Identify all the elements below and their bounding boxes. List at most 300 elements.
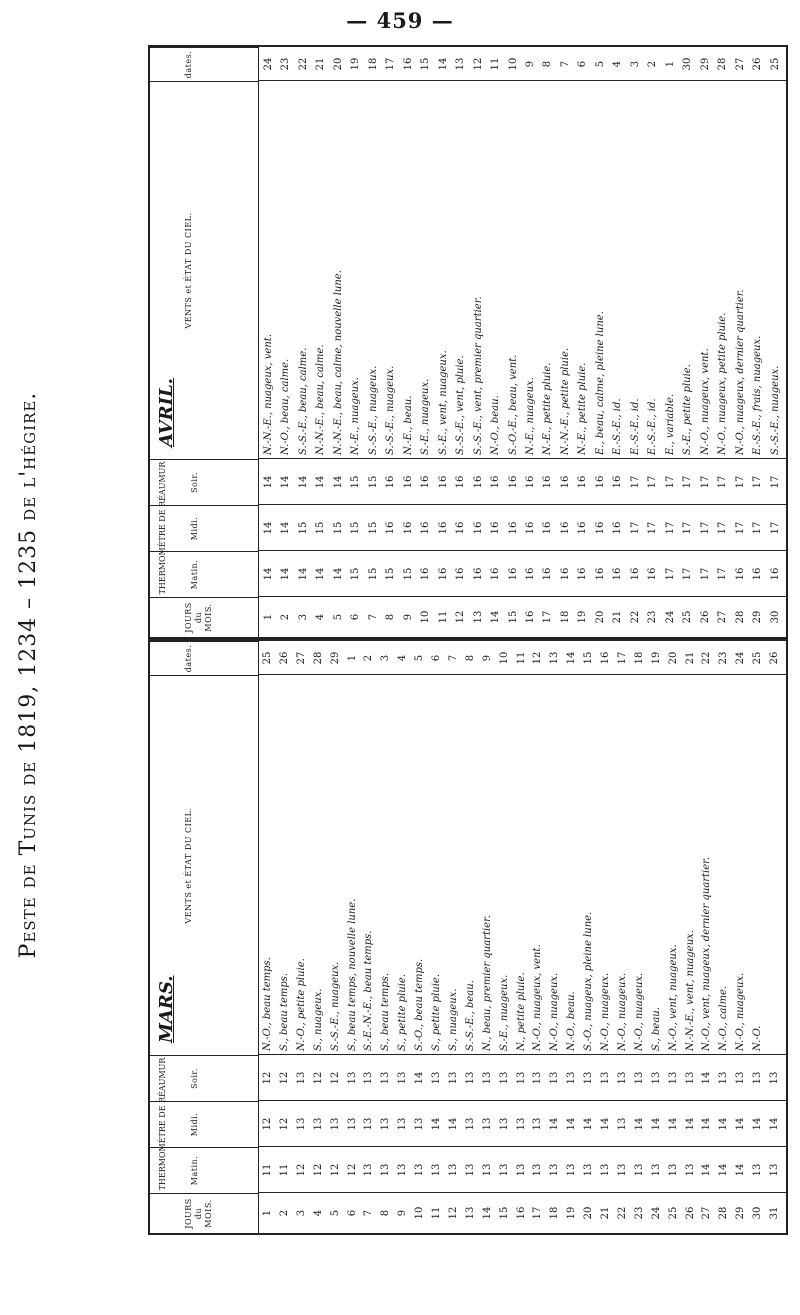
cell-h: 13 — [549, 651, 561, 665]
cell-sky: S.-O.-E., beau, vent. — [507, 354, 519, 455]
cell-day: 6 — [350, 613, 362, 621]
cell-soir: 13 — [431, 1071, 443, 1085]
running-head: Peste de Tunis de 1819, 1234 – 1235 de l'hégire. — [16, 391, 41, 959]
table-row — [347, 47, 364, 637]
cell-sky: N.-O., beau, calme. — [280, 358, 292, 455]
cell-matin: 13 — [566, 1163, 578, 1177]
cell-day: 26 — [699, 610, 711, 624]
cell-midi: 14 — [280, 521, 292, 535]
cell-soir: 14 — [297, 475, 309, 489]
cell-midi: 16 — [577, 521, 589, 535]
cell-matin: 14 — [297, 567, 309, 581]
cell-matin: 13 — [431, 1163, 443, 1177]
cell-day: 20 — [594, 610, 606, 624]
cell-matin: 15 — [367, 567, 379, 581]
table-row — [395, 641, 412, 1233]
cell-matin: 17 — [717, 567, 729, 581]
table-row — [733, 641, 750, 1233]
cell-sky: S.-S.-E., nuageux. — [769, 365, 781, 455]
header-day — [150, 1193, 258, 1233]
cell-day: 9 — [402, 613, 414, 621]
table-row — [365, 47, 382, 637]
cell-sky: S.-S.-E., nuageux. — [329, 961, 341, 1051]
cell-matin: 11 — [262, 1163, 273, 1177]
cell-midi: 14 — [583, 1117, 595, 1131]
header-day — [150, 597, 258, 637]
cell-soir: 16 — [455, 475, 467, 489]
cell-soir: 16 — [402, 475, 414, 489]
table-row — [505, 47, 522, 637]
cell-soir: 14 — [701, 1071, 713, 1085]
cell-matin: 13 — [414, 1163, 426, 1177]
cell-matin: 16 — [420, 567, 432, 581]
cell-midi: 14 — [431, 1117, 443, 1131]
header-matin-label: Matin. — [190, 559, 199, 590]
cell-soir: 17 — [664, 475, 676, 489]
cell-midi: 17 — [752, 521, 764, 535]
cell-day: 9 — [397, 1209, 409, 1217]
cell-day: 1 — [262, 1209, 273, 1217]
cell-soir: 13 — [447, 1071, 459, 1085]
cell-sky: S., nuageux. — [447, 988, 459, 1051]
cell-h: 16 — [402, 57, 414, 71]
cell-day: 11 — [437, 610, 449, 624]
cell-h: 28 — [312, 651, 324, 665]
cell-midi: 13 — [414, 1117, 426, 1131]
cell-soir: 13 — [667, 1071, 679, 1085]
cell-midi: 13 — [380, 1117, 392, 1131]
cell-day: 26 — [684, 1206, 696, 1220]
cell-h: 21 — [684, 651, 696, 665]
cell-soir: 14 — [280, 475, 292, 489]
cell-day: 10 — [414, 1206, 426, 1220]
cell-sky: S.-E., vent, nuageux. — [437, 350, 449, 455]
cell-day: 19 — [566, 1206, 578, 1220]
cell-day: 4 — [312, 1209, 324, 1217]
header-midi-label: Midi. — [190, 516, 199, 541]
cell-soir: 12 — [262, 1071, 273, 1085]
cell-h: 8 — [542, 60, 554, 68]
table-row — [632, 641, 649, 1233]
cell-sky: N.-O., nuageux. — [600, 972, 612, 1051]
cell-soir: 16 — [507, 475, 519, 489]
table-row — [435, 47, 452, 637]
cell-h: 29 — [699, 57, 711, 71]
table-row — [627, 47, 644, 637]
cell-matin: 17 — [682, 567, 694, 581]
cell-h: 25 — [769, 57, 781, 71]
cell-soir: 13 — [549, 1071, 561, 1085]
cell-midi: 16 — [594, 521, 606, 535]
cell-h: 25 — [752, 651, 764, 665]
table-row — [497, 641, 514, 1233]
cell-day: 12 — [447, 1206, 459, 1220]
cell-soir: 16 — [490, 475, 502, 489]
cell-day: 27 — [701, 1206, 713, 1220]
table-row — [732, 47, 749, 637]
cell-midi: 13 — [346, 1117, 358, 1131]
table-row — [714, 47, 731, 637]
cell-h: 24 — [263, 57, 274, 71]
cell-matin: 13 — [447, 1163, 459, 1177]
cell-matin: 16 — [455, 567, 467, 581]
cell-day: 6 — [346, 1209, 358, 1217]
cell-matin: 13 — [515, 1163, 527, 1177]
table-row — [260, 47, 277, 637]
cell-day: 29 — [735, 1206, 747, 1220]
table-row — [609, 47, 626, 637]
cell-sky: S.-S.-E., beau. — [464, 980, 476, 1051]
cell-midi: 16 — [455, 521, 467, 535]
cell-soir: 17 — [647, 475, 659, 489]
cell-h: 23 — [280, 57, 292, 71]
cell-midi: 12 — [262, 1117, 273, 1131]
cell-day: 30 — [769, 610, 781, 624]
cell-midi: 13 — [464, 1117, 476, 1131]
cell-h: 30 — [682, 57, 694, 71]
cell-sky: N.-O., nuageux. — [616, 972, 628, 1051]
cell-soir: 13 — [532, 1071, 544, 1085]
cell-soir: 13 — [397, 1071, 409, 1085]
cell-midi: 16 — [542, 521, 554, 535]
cell-h: 27 — [734, 57, 746, 71]
cell-h: 5 — [414, 654, 426, 662]
cell-day: 8 — [380, 1209, 392, 1217]
table-row — [750, 641, 767, 1233]
table-row — [683, 641, 700, 1233]
cell-soir: 13 — [684, 1071, 696, 1085]
cell-sky: S.-S.-E., vent, pluie. — [455, 355, 467, 455]
table-row — [345, 641, 362, 1233]
cell-midi: 14 — [600, 1117, 612, 1131]
cell-sky: N.-O., petite pluie. — [295, 958, 307, 1051]
table-row — [522, 47, 539, 637]
table-row — [662, 47, 679, 637]
cell-soir: 13 — [481, 1071, 493, 1085]
cell-sky: E., beau, calme, pleine lune. — [594, 311, 606, 455]
table-row — [378, 641, 395, 1233]
cell-sky: N.-O., nuageux, vent. — [699, 348, 711, 455]
cell-sky: N.-E., petite pluie. — [542, 362, 554, 455]
cell-sky: N.-O., vent, nuageux. — [667, 944, 679, 1051]
cell-midi: 15 — [350, 521, 362, 535]
cell-sky: N.-E., nuageux. — [525, 377, 536, 455]
cell-midi: 12 — [278, 1117, 290, 1131]
cell-day: 4 — [315, 613, 327, 621]
cell-sky: N.-O., nuageux. — [735, 972, 747, 1051]
cell-midi: 13 — [363, 1117, 375, 1131]
cell-h: 19 — [350, 57, 362, 71]
cell-midi: 14 — [701, 1117, 713, 1131]
month-title: AVRIL. — [156, 378, 177, 447]
mars-rotated — [150, 641, 786, 1233]
cell-sky: S.-O., nuageux, pleine lune. — [583, 911, 595, 1051]
cell-day: 22 — [629, 610, 641, 624]
cell-matin: 16 — [734, 567, 746, 581]
table-row — [557, 47, 574, 637]
table-row — [328, 641, 345, 1233]
cell-sky: N.-E., nuageux. — [350, 377, 362, 455]
cell-h: 6 — [577, 60, 589, 68]
cell-sky: N.-N.-E., nuageux, vent. — [263, 334, 274, 455]
cell-h: 24 — [735, 651, 747, 665]
cell-soir: 14 — [315, 475, 327, 489]
cell-midi: 16 — [385, 521, 397, 535]
table-row — [361, 641, 378, 1233]
cell-soir: 14 — [332, 475, 344, 489]
cell-matin: 13 — [583, 1163, 595, 1177]
cell-sky: N.-O. — [752, 1025, 764, 1051]
cell-sky: S., beau temps, nouvelle lune. — [346, 898, 358, 1051]
cell-matin: 16 — [490, 567, 502, 581]
cell-day: 17 — [542, 610, 554, 624]
table-header — [150, 47, 259, 637]
cell-sky: N., beau, premier quartier. — [481, 915, 493, 1051]
cell-sky: N.-O., beau. — [566, 991, 578, 1051]
header-h-label: dates. — [184, 644, 193, 673]
cell-sky: E.-S.-E., id. — [612, 398, 624, 455]
cell-h: 7 — [559, 60, 571, 68]
cell-day: 19 — [577, 610, 589, 624]
cell-matin: 15 — [385, 567, 397, 581]
cell-day: 5 — [332, 613, 344, 621]
cell-h: 16 — [600, 651, 612, 665]
header-matin-label: Matin. — [190, 1155, 199, 1186]
cell-midi: 13 — [481, 1117, 493, 1131]
cell-day: 28 — [718, 1206, 730, 1220]
cell-matin: 14 — [718, 1163, 730, 1177]
cell-matin: 12 — [312, 1163, 324, 1177]
header-soir-label: Soir. — [190, 472, 199, 493]
table-row — [312, 47, 329, 637]
cell-midi: 13 — [498, 1117, 510, 1131]
cell-day: 31 — [769, 1206, 781, 1220]
table-row — [644, 47, 661, 637]
cell-midi: 13 — [397, 1117, 409, 1131]
cell-matin: 14 — [332, 567, 344, 581]
cell-matin: 13 — [752, 1163, 764, 1177]
cell-day: 25 — [682, 610, 694, 624]
cell-matin: 13 — [481, 1163, 493, 1177]
cell-day: 28 — [734, 610, 746, 624]
cell-soir: 13 — [295, 1071, 307, 1085]
cell-matin: 14 — [701, 1163, 713, 1177]
cell-midi: 14 — [650, 1117, 662, 1131]
cell-day: 20 — [583, 1206, 595, 1220]
table-row — [417, 47, 434, 637]
cell-matin: 13 — [464, 1163, 476, 1177]
table-row — [649, 641, 666, 1233]
cell-day: 16 — [525, 610, 536, 624]
cell-day: 27 — [717, 610, 729, 624]
cell-day: 2 — [278, 1209, 290, 1217]
cell-day: 11 — [431, 1206, 443, 1220]
cell-day: 15 — [507, 610, 519, 624]
table-row — [400, 47, 417, 637]
cell-day: 16 — [515, 1206, 527, 1220]
header-h-label: dates. — [184, 50, 193, 79]
cell-h: 8 — [464, 654, 476, 662]
cell-h: 17 — [385, 57, 397, 71]
cell-matin: 13 — [667, 1163, 679, 1177]
cell-midi: 13 — [515, 1117, 527, 1131]
table-row — [277, 641, 294, 1233]
cell-soir: 13 — [718, 1071, 730, 1085]
cell-matin: 16 — [594, 567, 606, 581]
cell-sky: N.-N.-E., vent, nuageux. — [684, 930, 696, 1051]
cell-matin: 13 — [633, 1163, 645, 1177]
cell-h: 18 — [633, 651, 645, 665]
cell-matin: 13 — [600, 1163, 612, 1177]
table-row — [330, 47, 347, 637]
cell-h: 27 — [295, 651, 307, 665]
cell-soir: 16 — [542, 475, 554, 489]
cell-midi: 14 — [667, 1117, 679, 1131]
cell-midi: 15 — [315, 521, 327, 535]
cell-matin: 16 — [507, 567, 519, 581]
cell-soir: 13 — [380, 1071, 392, 1085]
table-row — [581, 641, 598, 1233]
cell-midi: 17 — [734, 521, 746, 535]
cell-sky: S.-S.-E., nuageux. — [367, 365, 379, 455]
cell-soir: 12 — [312, 1071, 324, 1085]
cell-matin: 16 — [769, 567, 781, 581]
cell-soir: 16 — [472, 475, 484, 489]
table-row — [539, 47, 556, 637]
cell-midi: 14 — [549, 1117, 561, 1131]
cell-day: 15 — [498, 1206, 510, 1220]
cell-h: 10 — [507, 57, 519, 71]
cell-day: 7 — [363, 1209, 375, 1217]
cell-h: 14 — [437, 57, 449, 71]
table-row — [666, 641, 683, 1233]
cell-matin: 13 — [616, 1163, 628, 1177]
cell-matin: 16 — [472, 567, 484, 581]
cell-h: 9 — [481, 654, 493, 662]
cell-h: 25 — [262, 651, 273, 665]
cell-matin: 12 — [346, 1163, 358, 1177]
cell-sky: S.-E., nuageux. — [498, 974, 510, 1051]
cell-midi: 17 — [647, 521, 659, 535]
cell-midi: 16 — [420, 521, 432, 535]
cell-day: 18 — [559, 610, 571, 624]
cell-soir: 13 — [498, 1071, 510, 1085]
cell-matin: 13 — [380, 1163, 392, 1177]
table-row — [446, 641, 463, 1233]
cell-soir: 17 — [699, 475, 711, 489]
cell-matin: 16 — [629, 567, 641, 581]
header-thermometre: THERMOMÈTRE DE RÉAUMUR — [158, 461, 167, 595]
cell-sky: S.-E.-N.-E., beau temps. — [363, 930, 375, 1051]
table-row — [697, 47, 714, 637]
table-row — [749, 47, 766, 637]
cell-h: 1 — [664, 60, 676, 68]
meteorological-table — [148, 45, 784, 1235]
cell-soir: 13 — [650, 1071, 662, 1085]
table-row — [487, 47, 504, 637]
cell-soir: 16 — [612, 475, 624, 489]
cell-day: 30 — [752, 1206, 764, 1220]
cell-matin: 13 — [684, 1163, 696, 1177]
cell-soir: 13 — [752, 1071, 764, 1085]
cell-sky: S.-E., nuageux. — [420, 378, 432, 455]
cell-matin: 15 — [402, 567, 414, 581]
table-row — [615, 641, 632, 1233]
table-row — [412, 641, 429, 1233]
cell-midi: 17 — [629, 521, 641, 535]
table-header — [150, 641, 259, 1233]
cell-midi: 14 — [718, 1117, 730, 1131]
cell-h: 23 — [718, 651, 730, 665]
cell-midi: 13 — [532, 1117, 544, 1131]
cell-sky: N.-O., nuageux, vent. — [532, 944, 544, 1051]
cell-day: 2 — [280, 613, 292, 621]
page-number: — 459 — — [346, 8, 454, 33]
cell-soir: 12 — [329, 1071, 341, 1085]
cell-matin: 14 — [315, 567, 327, 581]
cell-sky: S., petite pluie. — [431, 973, 443, 1051]
cell-midi: 15 — [332, 521, 344, 535]
table-row — [277, 47, 294, 637]
cell-h: 2 — [647, 60, 659, 68]
table-row — [452, 47, 469, 637]
cell-h: 13 — [455, 57, 467, 71]
cell-h: 29 — [329, 651, 341, 665]
table-row — [463, 641, 480, 1233]
cell-sky: N.-O., nuageux. — [633, 972, 645, 1051]
cell-sky: S., nuageux. — [312, 988, 324, 1051]
cell-soir: 13 — [769, 1071, 781, 1085]
month-title: MARS. — [156, 975, 177, 1043]
table-row — [767, 47, 784, 637]
table-row — [767, 641, 784, 1233]
cell-h: 9 — [525, 60, 536, 68]
cell-matin: 11 — [278, 1163, 290, 1177]
cell-soir: 17 — [769, 475, 781, 489]
cell-day: 23 — [633, 1206, 645, 1220]
table-row — [470, 47, 487, 637]
cell-midi: 16 — [472, 521, 484, 535]
table-row — [295, 47, 312, 637]
cell-matin: 16 — [752, 567, 764, 581]
cell-day: 24 — [664, 610, 676, 624]
table-row — [530, 641, 547, 1233]
header-day-label: JOURS du MOIS. — [184, 1198, 213, 1229]
cell-soir: 13 — [363, 1071, 375, 1085]
table-row — [260, 641, 277, 1233]
cell-midi: 13 — [616, 1117, 628, 1131]
cell-day: 13 — [472, 610, 484, 624]
cell-matin: 13 — [532, 1163, 544, 1177]
table-row — [598, 641, 615, 1233]
cell-midi: 16 — [525, 521, 536, 535]
header-thermometre: THERMOMÈTRE DE RÉAUMUR — [158, 1057, 167, 1191]
cell-day: 21 — [600, 1206, 612, 1220]
cell-midi: 14 — [752, 1117, 764, 1131]
table-row — [514, 641, 531, 1233]
cell-matin: 12 — [295, 1163, 307, 1177]
cell-sky: S., beau temps. — [380, 972, 392, 1051]
cell-soir: 16 — [385, 475, 397, 489]
cell-sky: N.-O., beau temps. — [262, 957, 273, 1051]
table-row — [547, 641, 564, 1233]
cell-day: 14 — [481, 1206, 493, 1220]
cell-matin: 14 — [735, 1163, 747, 1177]
cell-midi: 17 — [682, 521, 694, 535]
header-h — [150, 47, 258, 81]
cell-midi: 16 — [559, 521, 571, 535]
cell-soir: 17 — [717, 475, 729, 489]
